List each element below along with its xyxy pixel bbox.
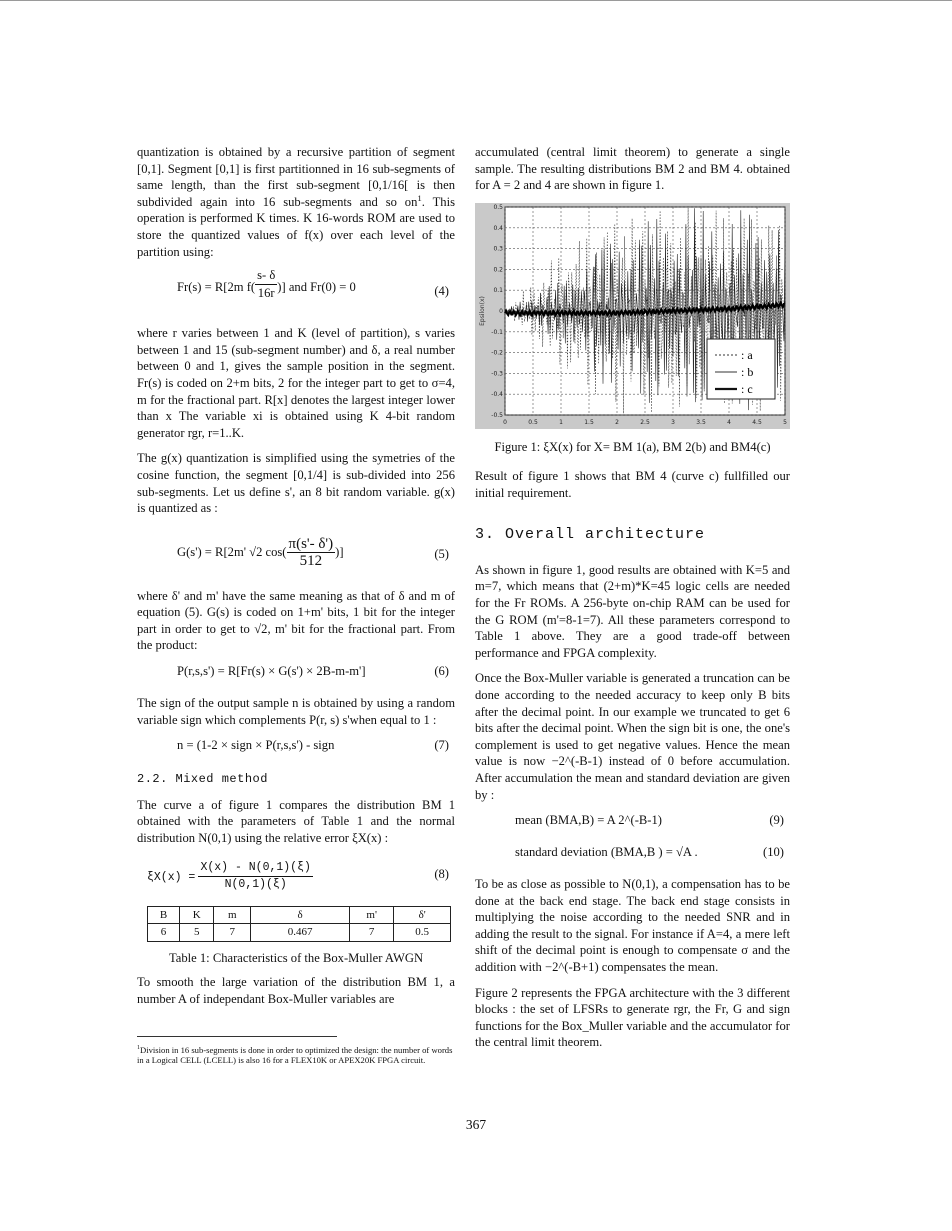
y-tick-label: 0.3 bbox=[493, 245, 503, 253]
x-tick-label: 2.5 bbox=[640, 419, 650, 426]
figure-1-chart bbox=[475, 203, 790, 429]
y-axis-label: Epsilon(x) bbox=[479, 296, 486, 326]
right-paragraph-4: Once the Box-Muller variable is generated a truncation can be done according to the needed accuracy to keep only B bits after the decimal point. In our example we truncated to get 6 bits after the decimal point. When the sign bit is one, the one's complement is used to get negative values. Hence the mean value is now −2^(-B-1) instead of 0 before accumulation. After accumulation the mean and standard deviation are given by : bbox=[475, 671, 790, 802]
right-column bbox=[475, 144, 790, 203]
footnote-rule bbox=[137, 1036, 337, 1037]
y-tick-label: 0.5 bbox=[493, 204, 503, 211]
table-cell: 0.5 bbox=[394, 924, 451, 942]
x-tick-label: 4.5 bbox=[752, 419, 762, 426]
x-tick-label: 1.5 bbox=[584, 419, 594, 426]
y-tick-label: -0.2 bbox=[491, 349, 503, 357]
table-cell: δ' bbox=[394, 906, 451, 924]
left-paragraph-3: The g(x) quantization is simplified using the symetries of the cosine function, the segment [0,1/4] is sub-divided into 256 sub-segments. Let us define s', an 8 bit random variable. g(x) is quantized as : bbox=[137, 451, 455, 516]
table-cell: 0.467 bbox=[251, 924, 350, 942]
footnote: $^1$Division in 16 sub-segments is done in order to optimized the design: the number of words in a Logical CELL (LCELL) is also 16 for a FLEX10K or APEX20K FPGA circuit. bbox=[137, 1044, 453, 1065]
table-row bbox=[148, 924, 451, 942]
parameters-table bbox=[147, 906, 451, 942]
x-tick-label: 0.5 bbox=[528, 419, 538, 426]
x-tick-label: 5 bbox=[783, 419, 787, 426]
y-tick-label: -0.4 bbox=[491, 391, 503, 399]
equation-10: standard deviation (BMA,B ) = √A . (10) bbox=[515, 845, 784, 860]
x-tick-label: 3.5 bbox=[696, 419, 706, 426]
table-cell: δ bbox=[251, 906, 350, 924]
section-heading-2-2: 2.2. Mixed method bbox=[137, 772, 268, 787]
y-tick-label: 0.2 bbox=[493, 266, 503, 274]
y-tick-label: -0.5 bbox=[491, 412, 503, 419]
y-tick-label: 0.1 bbox=[493, 287, 503, 295]
right-paragraph-3: As shown in figure 1, good results are obtained with K=5 and m=7, which means that (2+m)*K=45 logic cells are needed for the Fr ROMs. A 256-byte on-chip RAM can be used for the G ROM (m'=8-1=7). All these parameters correspond to Table 1 above. They are a good trade-off between performance and FPGA complexity. bbox=[475, 562, 790, 660]
left-column bbox=[137, 144, 455, 1065]
y-tick-label: 0.4 bbox=[493, 224, 503, 232]
left-paragraph-2: where r varies between 1 and K (level of partition), s varies between 1 and 15 (sub-segment number) and δ, a real number between 0 and 1, gives the sample position in the segment. Fr(s) is coded on 2+m bits, 2 for the integer part to get to σ=4, m for the fractional part. R[x] denotes the largest integer lower than x The variable xi is obtained using K 4-bit random generator rgr, r=1..K. bbox=[137, 326, 455, 440]
x-tick-label: 2 bbox=[615, 419, 619, 426]
legend-label-c: : c bbox=[741, 382, 753, 396]
legend bbox=[707, 339, 775, 399]
right-paragraph-6: Figure 2 represents the FPGA architecture with the 3 different blocks : the set of LFSRs to generate rgr, the Fr, G and sign functions for the Box_Muller variable and the accumulator for the central limit theorem. bbox=[475, 985, 790, 1050]
table-cell: m' bbox=[350, 906, 394, 924]
equation-4: Fr(s) = R[2m f( $\frac{s- \delta}{16r}$ )] and Fr(0) = 0 (4) bbox=[177, 268, 449, 300]
x-tick-label: 0 bbox=[503, 419, 507, 426]
section-heading-3: 3. Overall architecture bbox=[475, 526, 706, 544]
table-cell: 6 bbox=[148, 924, 180, 942]
table-header-row bbox=[148, 906, 451, 924]
right-paragraph-1: accumulated (central limit theorem) to generate a single sample. The resulting distributions BM 2 and BM 4. obtained for A = 2 and 4 are shown in figure 1. bbox=[475, 145, 790, 193]
y-tick-label: -0.1 bbox=[491, 328, 503, 336]
y-tick-label: 0 bbox=[499, 308, 503, 315]
table-caption: Table 1: Characteristics of the Box-Muller AWGN bbox=[168, 950, 424, 965]
page-number: 367 bbox=[465, 1117, 487, 1132]
left-paragraph-7: To smooth the large variation of the distribution BM 1, a number A of independant Box-Muller variables are bbox=[137, 975, 455, 1006]
x-tick-label: 3 bbox=[671, 419, 675, 426]
right-column-lower bbox=[475, 468, 790, 1060]
left-paragraph-4: where δ' and m' have the same meaning as that of δ and m of equation (5). G(s) is coded on 1+m' bits, 1 bit for the integer part in order to get to √2, m' bit for the fractional part. From the product: bbox=[137, 588, 455, 653]
equation-9: mean (BMA,B) = A 2^(-B-1) (9) bbox=[515, 813, 784, 828]
figure-1-caption: Figure 1: ξX(x) for X= BM 1(a), BM 2(b) and BM4(c) bbox=[494, 440, 771, 454]
table-cell: K bbox=[180, 906, 214, 924]
equation-6: P(r,s,s') = R[Fr(s) × G(s') × 2B-m-m'] (6) bbox=[177, 664, 449, 679]
table-cell: 7 bbox=[214, 924, 251, 942]
left-paragraph-1: quantization is obtained by a recursive partition of segment [0,1]. Segment [0,1] is first partitionned in 16 sub-segments of same length, than the first sub-segment [0,1/16[ is then subdivided again into 16 sub-segments and so $on^1$. This operation is performed K times. K 16-words ROM are used to store the quantized values of f(x) over each level of the partition using: bbox=[137, 145, 455, 259]
figure-1 bbox=[475, 203, 790, 429]
equation-7: n = (1-2 × sign × P(r,s,s') - sign (7) bbox=[177, 738, 449, 753]
table-cell: B bbox=[148, 906, 180, 924]
y-tick-label: -0.3 bbox=[491, 370, 503, 378]
table-cell: m bbox=[214, 906, 251, 924]
equation-5: G(s') = R[2m' √2 cos( $\frac{\pi(s'- \delta')}{512}$ )] (5) bbox=[177, 535, 449, 570]
top-rule bbox=[0, 0, 952, 1]
right-paragraph-5: To be as close as possible to N(0,1), a compensation has to be done at the back end stage. The back end stage consists in multiplying the noise according to the needed SNR and in adding the result to the signal. For instance if A=4, a mere left shift of the decimal point is enough to compensate σ and the addition with −2^(-B+1) compensates the mean. bbox=[475, 877, 790, 975]
left-paragraph-5: The sign of the output sample n is obtained by using a random variable sign which complements P(r, s) s'when equal to 1 : bbox=[137, 696, 455, 727]
left-paragraph-6: The curve a of figure 1 compares the distribution BM 1 obtained with the parameters of Table 1 and the normal distribution N(0,1) using the relative error ξX(x) : bbox=[137, 797, 455, 846]
legend-label-b: : b bbox=[741, 365, 754, 379]
x-tick-label: 1 bbox=[559, 419, 563, 426]
table-cell: 5 bbox=[180, 924, 214, 942]
table-cell: 7 bbox=[350, 924, 394, 942]
legend-label-a: : a bbox=[741, 348, 753, 362]
equation-8: ξX(x) = $\frac{X(x) - N(0,1)(\xi)}{N(0,1)(\xi)}$ (8) bbox=[147, 860, 449, 892]
x-tick-label: 4 bbox=[727, 419, 731, 426]
right-paragraph-2: Result of figure 1 shows that BM 4 (curve c) fullfilled our initial requirement. bbox=[475, 469, 790, 500]
